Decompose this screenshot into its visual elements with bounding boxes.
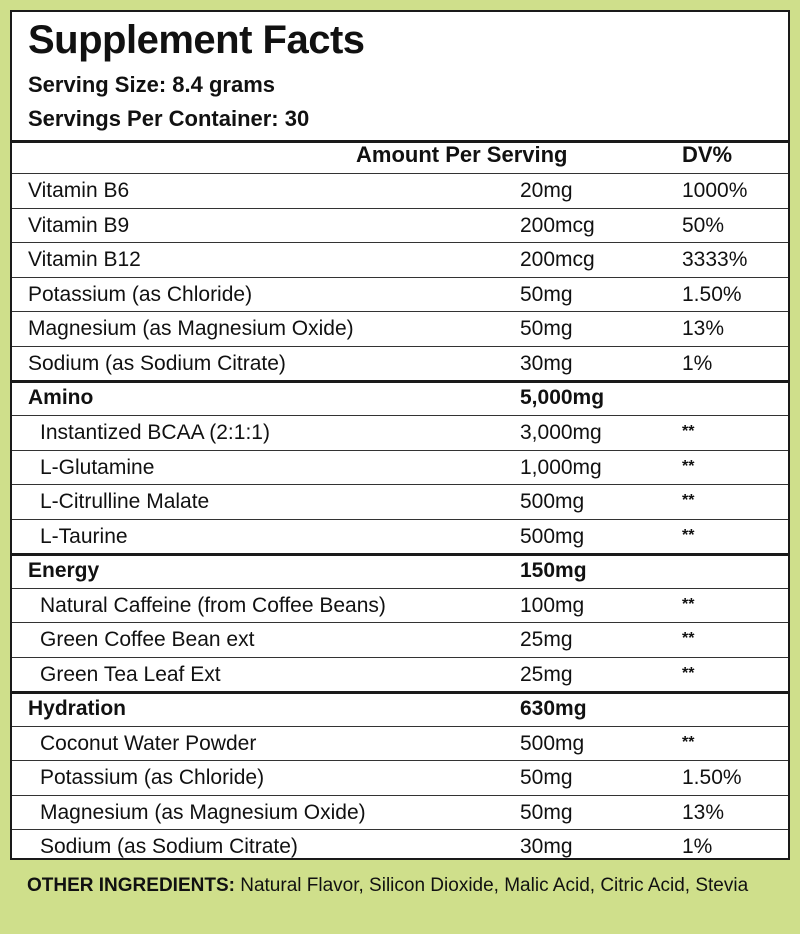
nutrient-row bbox=[12, 174, 788, 208]
section-name: Hydration bbox=[28, 697, 127, 720]
ingredient-row bbox=[12, 451, 788, 485]
ingredient-row bbox=[12, 761, 788, 795]
nutrient-amount: 20mg bbox=[520, 179, 573, 202]
nutrient-row bbox=[12, 243, 788, 277]
ingredient-name: Magnesium (as Magnesium Oxide) bbox=[40, 801, 366, 824]
ingredient-amount: 1,000mg bbox=[520, 456, 602, 479]
servings-per-container: Servings Per Container: 30 bbox=[28, 106, 310, 131]
nutrient-amount: 50mg bbox=[520, 317, 573, 340]
ingredient-row bbox=[12, 796, 788, 830]
nutrient-name: Vitamin B6 bbox=[28, 179, 130, 202]
ingredient-dv: 1.50% bbox=[682, 766, 742, 789]
ingredient-dv: 1% bbox=[682, 835, 713, 858]
ingredient-name: L-Taurine bbox=[40, 525, 128, 548]
ingredient-name: Green Coffee Bean ext bbox=[40, 628, 255, 651]
section-row-hydration bbox=[12, 692, 788, 726]
nutrient-row bbox=[12, 209, 788, 243]
ingredient-amount: 500mg bbox=[520, 525, 585, 548]
other-ingredients-label: OTHER INGREDIENTS: bbox=[27, 875, 235, 896]
ingredient-row bbox=[12, 416, 788, 450]
other-ingredients bbox=[27, 872, 767, 900]
nutrient-dv: 3333% bbox=[682, 248, 748, 271]
ingredient-name: Green Tea Leaf Ext bbox=[40, 663, 221, 686]
ingredient-amount: 500mg bbox=[520, 732, 585, 755]
nutrient-name: Potassium (as Chloride) bbox=[28, 283, 253, 306]
serving-size: Serving Size: 8.4 grams bbox=[28, 72, 275, 97]
ingredient-name: Potassium (as Chloride) bbox=[40, 766, 265, 789]
ingredient-row bbox=[12, 485, 788, 519]
ingredient-row bbox=[12, 727, 788, 761]
nutrient-name: Vitamin B12 bbox=[28, 248, 141, 271]
nutrient-amount: 200mcg bbox=[520, 214, 595, 237]
ingredient-name: Sodium (as Sodium Citrate) bbox=[40, 835, 298, 858]
ingredient-dv: ** bbox=[682, 423, 695, 440]
nutrient-dv: 1% bbox=[682, 352, 713, 375]
ingredient-dv: ** bbox=[682, 596, 695, 613]
other-ingredients-text: Natural Flavor, Silicon Dioxide, Malic Acid, Citric Acid, Stevia bbox=[234, 875, 749, 896]
nutrient-row bbox=[12, 347, 788, 381]
ingredient-name: L-Citrulline Malate bbox=[40, 490, 210, 513]
ingredient-amount: 25mg bbox=[520, 663, 573, 686]
section-row-energy bbox=[12, 554, 788, 588]
supplement-facts-panel bbox=[10, 10, 790, 860]
ingredient-dv: ** bbox=[682, 734, 695, 751]
ingredient-name: L-Glutamine bbox=[40, 456, 155, 479]
ingredient-row bbox=[12, 830, 788, 864]
ingredient-amount: 25mg bbox=[520, 628, 573, 651]
section-name: Energy bbox=[28, 559, 100, 582]
ingredient-dv: 13% bbox=[682, 801, 725, 824]
section-amount: 5,000mg bbox=[520, 386, 605, 409]
nutrient-row bbox=[12, 312, 788, 346]
ingredient-amount: 30mg bbox=[520, 835, 573, 858]
ingredient-dv: ** bbox=[682, 458, 695, 475]
ingredient-name: Coconut Water Powder bbox=[40, 732, 257, 755]
amount-header: Amount Per Serving bbox=[356, 142, 568, 167]
ingredient-amount: 50mg bbox=[520, 801, 573, 824]
ingredient-row bbox=[12, 589, 788, 623]
ingredient-dv: ** bbox=[682, 665, 695, 682]
nutrient-dv: 50% bbox=[682, 214, 725, 237]
section-amount: 630mg bbox=[520, 697, 587, 720]
nutrient-amount: 30mg bbox=[520, 352, 573, 375]
ingredient-amount: 500mg bbox=[520, 490, 585, 513]
nutrient-name: Magnesium (as Magnesium Oxide) bbox=[28, 317, 354, 340]
ingredient-amount: 50mg bbox=[520, 766, 573, 789]
nutrient-row bbox=[12, 278, 788, 312]
ingredient-amount: 100mg bbox=[520, 594, 585, 617]
nutrient-dv: 13% bbox=[682, 317, 725, 340]
ingredient-dv: ** bbox=[682, 527, 695, 544]
section-amount: 150mg bbox=[520, 559, 587, 582]
nutrient-dv: 1000% bbox=[682, 179, 748, 202]
section-row-amino bbox=[12, 381, 788, 415]
nutrient-name: Sodium (as Sodium Citrate) bbox=[28, 352, 286, 375]
ingredient-name: Instantized BCAA (2:1:1) bbox=[40, 421, 270, 444]
ingredient-row bbox=[12, 520, 788, 554]
nutrient-dv: 1.50% bbox=[682, 283, 742, 306]
panel-title: Supplement Facts bbox=[28, 18, 365, 62]
ingredient-name: Natural Caffeine (from Coffee Beans) bbox=[40, 594, 386, 617]
nutrient-amount: 50mg bbox=[520, 283, 573, 306]
ingredient-dv: ** bbox=[682, 630, 695, 647]
ingredient-dv: ** bbox=[682, 492, 695, 509]
nutrient-name: Vitamin B9 bbox=[28, 214, 130, 237]
nutrient-amount: 200mcg bbox=[520, 248, 595, 271]
ingredient-amount: 3,000mg bbox=[520, 421, 602, 444]
dv-header: DV% bbox=[682, 142, 733, 167]
ingredient-row bbox=[12, 658, 788, 692]
section-name: Amino bbox=[28, 386, 94, 409]
ingredient-row bbox=[12, 623, 788, 657]
